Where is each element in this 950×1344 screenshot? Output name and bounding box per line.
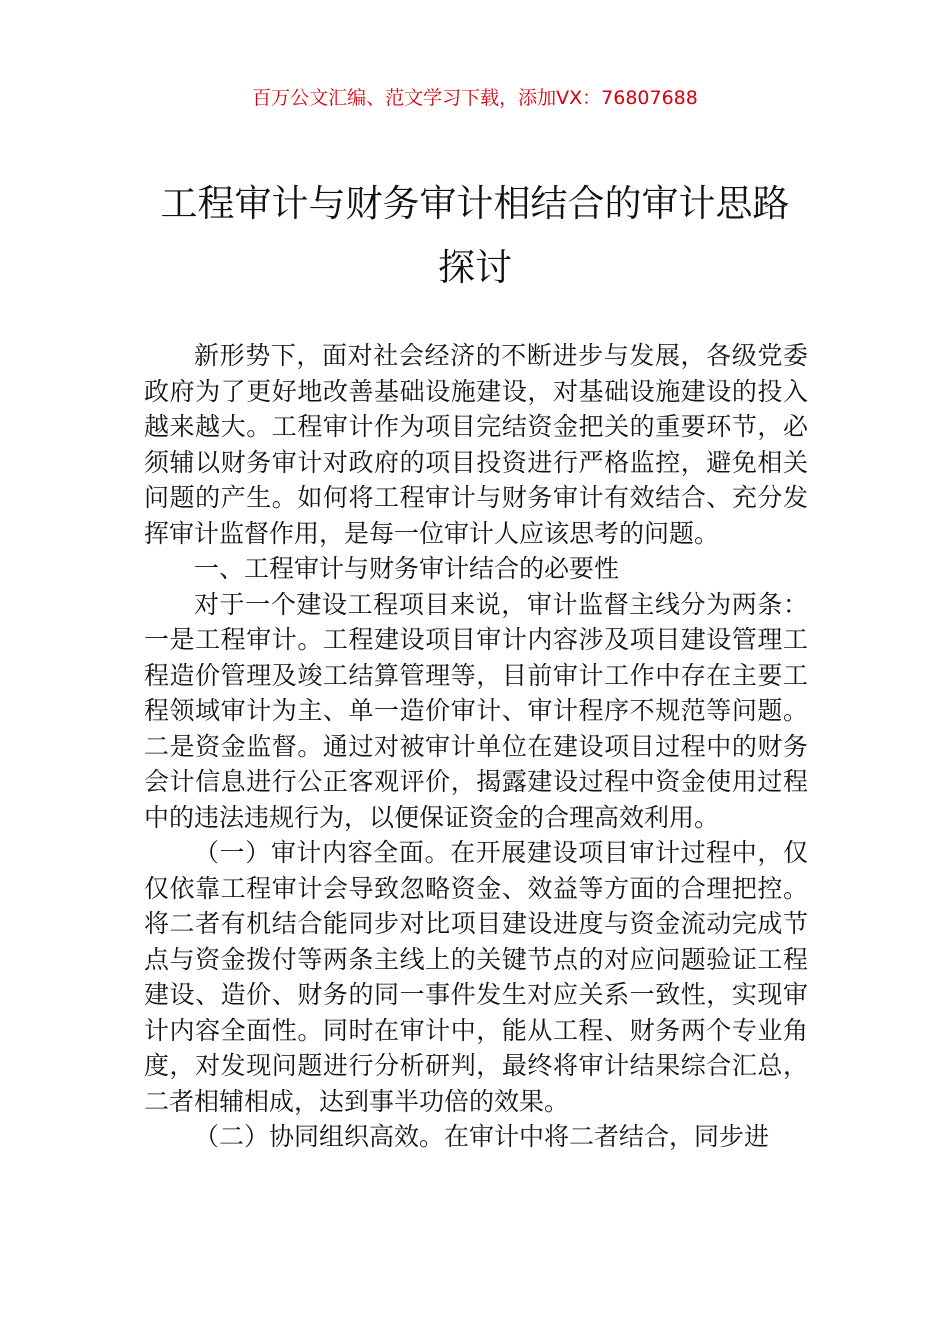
subsection-2-paragraph: （二）协同组织高效。在审计中将二者结合，同步进 [194,1122,770,1151]
section-heading: 一、工程审计与财务审计结合的必要性 [194,554,620,583]
document-title: 工程审计与财务审计相结合的审计思路探讨 [160,182,790,289]
necessity-paragraph: 对于一个建设工程项目来说，审计监督主线分为两条：一是工程审计。工程建设项目审计内容涉及项目建设管理工程造价管理及竣工结算管理等，目前审计工作中存在主要工程领域审计为主、单一造价审计、审计程序不规范等问题。二是资金监督。通过对被审计单位在建设项目过程中的财务会计信息进行公正客观评价，揭露建设过程中资金使用过程中的违法违规行为，以便保证资金的合理高效利用。 [144,589,808,832]
download-banner: 百万公文汇编、范文学习下载，添加VX：76807688 [252,87,698,109]
intro-paragraph: 新形势下，面对社会经济的不断进步与发展，各级党委政府为了更好地改善基础设施建设，对基础设施建设的投入越来越大。工程审计作为项目完结资金把关的重要环节，必须辅以财务审计对政府的项目投资进行严格监控，避免相关问题的产生。如何将工程审计与财务审计有效结合、充分发挥审计监督作用，是每一位审计人应该思考的问题。 [144,341,808,548]
subsection-1-paragraph: （一）审计内容全面。在开展建设项目审计过程中，仅仅依靠工程审计会导致忽略资金、效益等方面的合理把控。将二者有机结合能同步对比项目建设进度与资金流动完成节点与资金拨付等两条主线上的关键节点的对应问题验证工程建设、造价、财务的同一事件发生对应关系一致性，实现审计内容全面性。同时在审计中，能从工程、财务两个专业角度，对发现问题进行分析研判，最终将审计结果综合汇总，二者相辅相成，达到事半功倍的效果。 [144,838,808,1116]
document-body [144,338,808,1155]
